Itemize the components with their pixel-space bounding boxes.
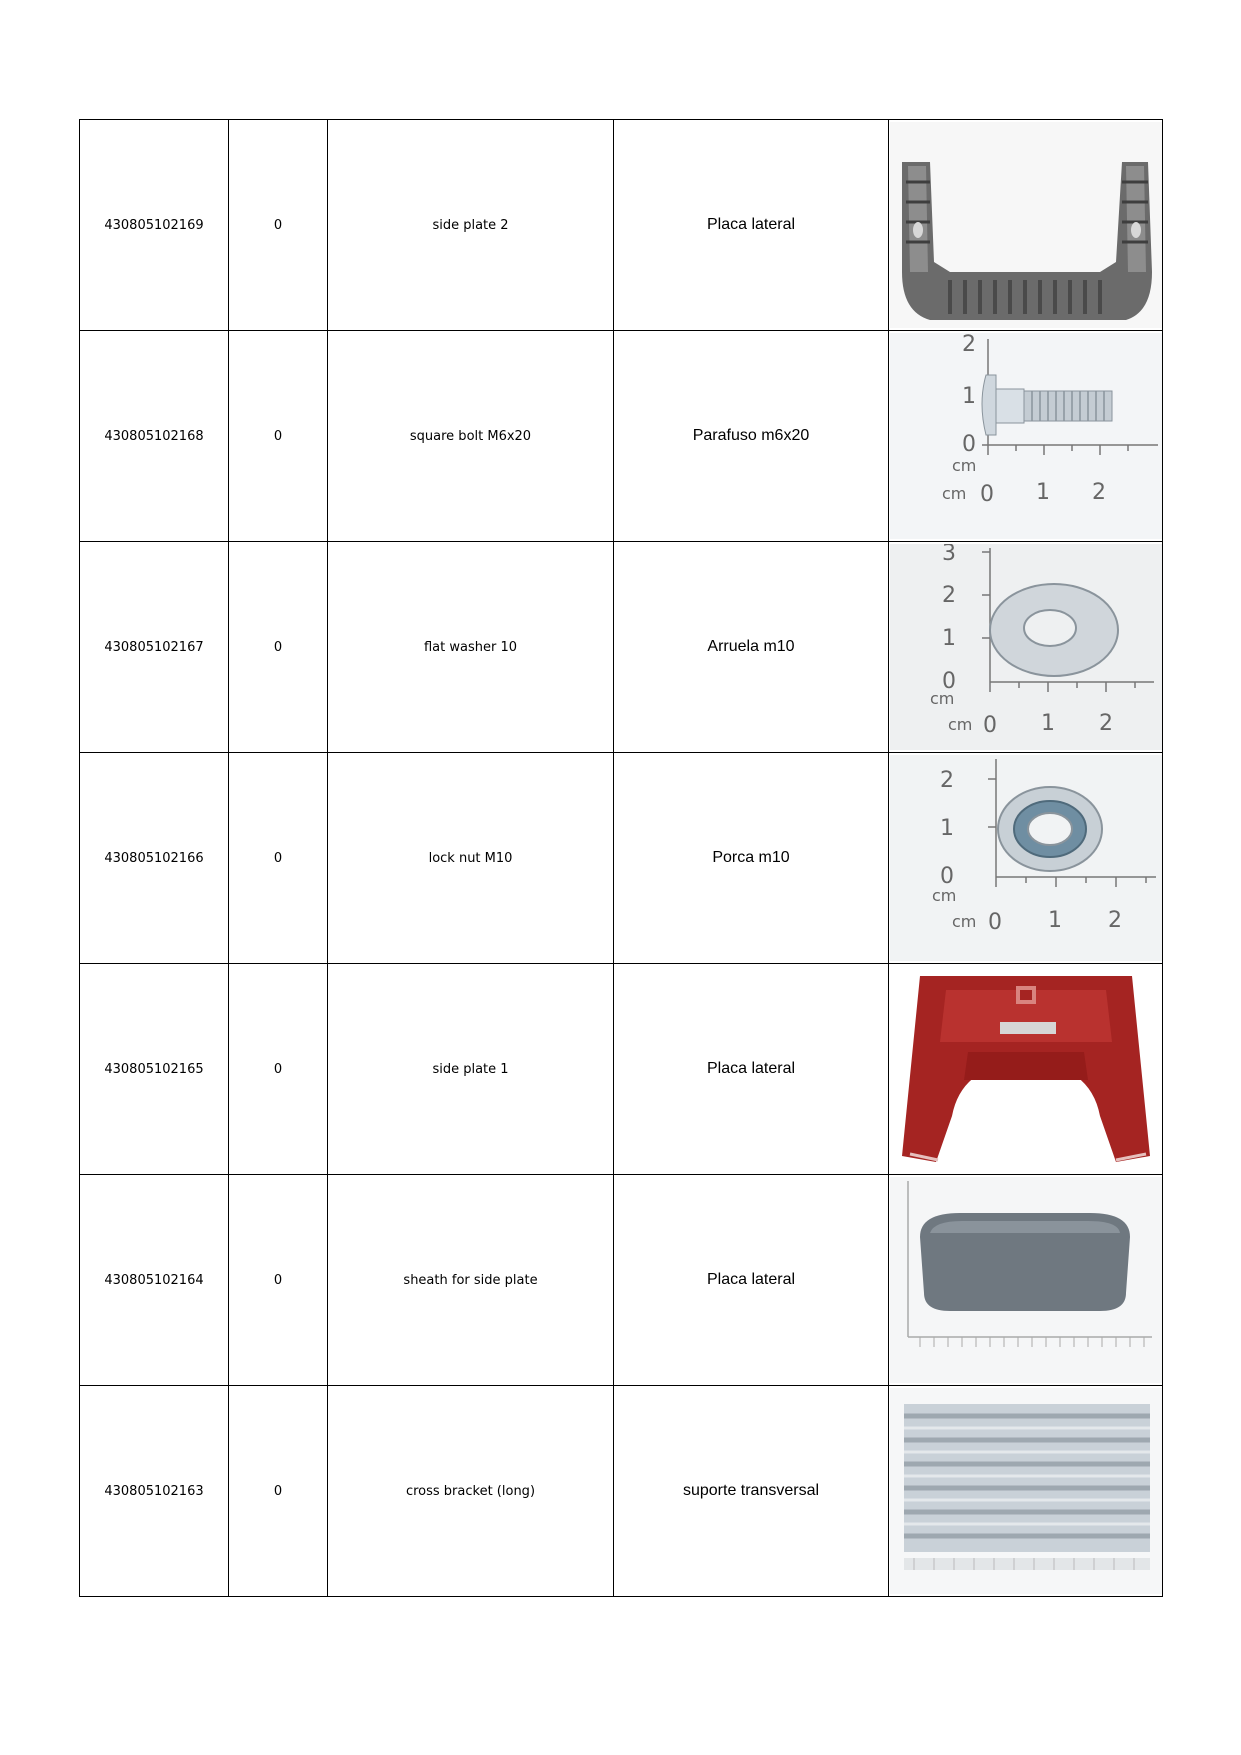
part-number: 430805102166 <box>80 753 229 964</box>
table-row <box>80 120 1163 331</box>
part-name-pt: Arruela m10 <box>614 542 889 753</box>
table-row <box>80 753 1163 964</box>
part-quantity: 0 <box>229 120 328 331</box>
ruler-y-tick: 2 <box>939 768 954 793</box>
part-name-en: side plate 1 <box>328 964 614 1175</box>
part-image-cell <box>889 120 1163 331</box>
ruler-x-tick: 0 <box>982 713 997 738</box>
table-row <box>80 964 1163 1175</box>
part-number: 430805102167 <box>80 542 229 753</box>
part-name-en: sheath for side plate <box>328 1175 614 1386</box>
ruler-y-tick: 2 <box>941 583 956 608</box>
table-row <box>80 1175 1163 1386</box>
ruler-y-tick: 2 <box>961 333 976 357</box>
part-quantity: 0 <box>229 331 328 542</box>
part-name-pt: Placa lateral <box>614 120 889 331</box>
ruler-unit: cm <box>951 456 976 475</box>
table-row <box>80 331 1163 542</box>
part-number: 430805102164 <box>80 1175 229 1386</box>
square-bolt-image <box>890 333 1162 539</box>
part-name-pt: Parafuso m6x20 <box>614 331 889 542</box>
ruler-y-tick: 1 <box>941 626 956 651</box>
part-quantity: 0 <box>229 542 328 753</box>
ruler-y-tick: 1 <box>939 816 954 841</box>
ruler-y-tick: 3 <box>941 544 956 566</box>
part-name-en: square bolt M6x20 <box>328 331 614 542</box>
part-number: 430805102168 <box>80 331 229 542</box>
part-image-cell <box>889 753 1163 964</box>
part-name-pt: Porca m10 <box>614 753 889 964</box>
part-image-cell <box>889 1175 1163 1386</box>
part-name-en: cross bracket (long) <box>328 1386 614 1597</box>
ruler-unit: cm <box>947 715 972 734</box>
part-name-pt: Placa lateral <box>614 964 889 1175</box>
table-row <box>80 1386 1163 1597</box>
part-name-en: lock nut M10 <box>328 753 614 964</box>
part-name-en: flat washer 10 <box>328 542 614 753</box>
ruler-x-tick: 2 <box>1098 711 1113 736</box>
part-name-pt: Placa lateral <box>614 1175 889 1386</box>
ruler-y-tick: 0 <box>939 864 954 889</box>
cross-bracket-image <box>890 1388 1162 1594</box>
part-number: 430805102163 <box>80 1386 229 1597</box>
ruler-y-tick: 1 <box>961 384 976 409</box>
part-name-pt: suporte transversal <box>614 1386 889 1597</box>
ruler-unit: cm <box>929 689 954 708</box>
ruler-y-tick: 0 <box>961 432 976 457</box>
ruler-unit: cm <box>931 886 956 905</box>
lock-nut-image <box>890 755 1162 961</box>
part-image-cell <box>889 331 1163 542</box>
side-plate-gray-image <box>890 122 1162 328</box>
ruler-x-tick: 1 <box>1035 480 1050 505</box>
part-name-en: side plate 2 <box>328 120 614 331</box>
ruler-x-tick: 2 <box>1091 480 1106 505</box>
part-quantity: 0 <box>229 753 328 964</box>
part-quantity: 0 <box>229 1386 328 1597</box>
ruler-unit: cm <box>941 484 966 503</box>
part-number: 430805102165 <box>80 964 229 1175</box>
ruler-x-tick: 1 <box>1040 711 1055 736</box>
ruler-x-tick: 0 <box>979 482 994 507</box>
ruler-x-tick: 1 <box>1047 908 1062 933</box>
part-image-cell <box>889 542 1163 753</box>
flat-washer-image <box>890 544 1162 750</box>
sheath-image <box>890 1177 1162 1383</box>
part-quantity: 0 <box>229 1175 328 1386</box>
ruler-y-tick: 0 <box>941 669 956 694</box>
table-row <box>80 542 1163 753</box>
part-image-cell <box>889 1386 1163 1597</box>
ruler-unit: cm <box>951 912 976 931</box>
part-image-cell <box>889 964 1163 1175</box>
parts-table <box>79 119 1163 1597</box>
side-plate-red-image <box>890 966 1162 1172</box>
ruler-x-tick: 0 <box>987 910 1002 935</box>
ruler-x-tick: 2 <box>1107 908 1122 933</box>
part-quantity: 0 <box>229 964 328 1175</box>
part-number: 430805102169 <box>80 120 229 331</box>
